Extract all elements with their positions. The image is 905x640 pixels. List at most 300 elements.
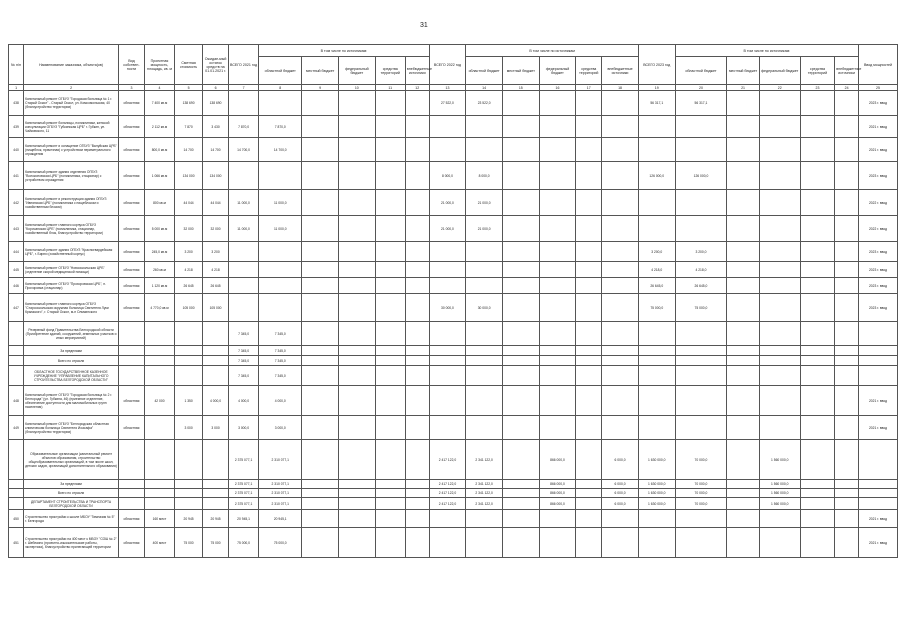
- table-cell: [727, 440, 759, 480]
- table-cell: 56 317,1: [675, 91, 727, 116]
- table-cell: [429, 262, 466, 278]
- table-cell: [576, 190, 602, 216]
- table-cell: [405, 510, 429, 528]
- object-name: Капитальный ремонт и реконструкция здания ОГБУЗ "Ивнянская ЦРБ" (поликлиника с пищеблоком и хозяйственным блоком): [24, 190, 119, 216]
- row-number: 447: [9, 294, 24, 322]
- table-cell: [203, 366, 229, 386]
- row-number: 449: [9, 416, 24, 440]
- table-cell: [800, 322, 835, 346]
- summary-label: За пределами: [24, 346, 119, 356]
- summary-row: [9, 356, 898, 366]
- table-cell: 2 341 122,0: [466, 498, 503, 510]
- table-cell: [576, 322, 602, 346]
- table-cell: [835, 416, 859, 440]
- header-federal-2022: федеральный бюджет: [539, 57, 576, 85]
- table-cell: [502, 190, 539, 216]
- summary-row: [9, 489, 898, 498]
- table-cell: [502, 416, 539, 440]
- header-local-2021: местный бюджет: [302, 57, 339, 85]
- table-cell: 1 350: [175, 386, 203, 416]
- table-cell: 8 000,0: [466, 162, 503, 190]
- table-cell: 4 218,0: [675, 262, 727, 278]
- table-cell: 14 700: [203, 138, 229, 162]
- table-cell: [602, 162, 639, 190]
- table-cell: [466, 346, 503, 356]
- table-cell: [727, 489, 759, 498]
- table-cell: [429, 356, 466, 366]
- table-cell: 160 мест: [144, 510, 174, 528]
- table-cell: [302, 510, 339, 528]
- table-cell: [638, 366, 675, 386]
- table-cell: 7 345,0: [228, 356, 258, 366]
- table-cell: [302, 91, 339, 116]
- table-cell: 1 560 000,0: [759, 498, 800, 510]
- table-cell: [675, 322, 727, 346]
- table-cell: [835, 356, 859, 366]
- table-cell: 75 000,0: [228, 528, 258, 558]
- table-cell: [539, 386, 576, 416]
- table-cell: [9, 480, 24, 489]
- table-cell: областная: [119, 242, 145, 262]
- table-cell: [859, 489, 898, 498]
- table-cell: 30 000,0: [466, 294, 503, 322]
- table-cell: [429, 386, 466, 416]
- table-cell: [259, 162, 302, 190]
- table-cell: [800, 489, 835, 498]
- section-row: [9, 366, 898, 386]
- table-cell: [302, 278, 339, 294]
- table-cell: 26 645: [203, 278, 229, 294]
- table-cell: [638, 322, 675, 346]
- table-cell: 7 870: [175, 116, 203, 138]
- table-cell: [539, 162, 576, 190]
- table-cell: [175, 366, 203, 386]
- table-cell: 70 000,0: [675, 498, 727, 510]
- table-cell: 32 000: [175, 216, 203, 242]
- table-cell: [466, 278, 503, 294]
- table-cell: [800, 510, 835, 528]
- table-cell: [835, 262, 859, 278]
- object-name: Капитальный ремонт ОГБУЗ "Городская больница № 1 г. Старый Оскол" - Старый Оскол, ул. Комсомольская, 40 (благоустройство территории): [24, 91, 119, 116]
- table-row: [9, 416, 898, 440]
- table-cell: [602, 356, 639, 366]
- table-cell: [338, 216, 375, 242]
- table-cell: [338, 480, 375, 489]
- table-cell: [502, 480, 539, 489]
- table-cell: 7 345,0: [228, 366, 258, 386]
- table-cell: [405, 416, 429, 440]
- table-cell: [835, 116, 859, 138]
- row-number: 440: [9, 138, 24, 162]
- table-cell: [302, 262, 339, 278]
- table-cell: 2021 г. ввод: [859, 116, 898, 138]
- column-number: 20: [675, 85, 727, 91]
- table-cell: [835, 346, 859, 356]
- table-cell: [144, 489, 174, 498]
- object-name: Строительство пристройки к школе МБОУ "Гимназия № 5" г. Белгорода: [24, 510, 119, 528]
- table-cell: [375, 162, 405, 190]
- table-cell: [338, 262, 375, 278]
- table-row: [9, 91, 898, 116]
- table-cell: областная: [119, 294, 145, 322]
- table-cell: 245,0 кв.м: [144, 242, 174, 262]
- table-cell: [800, 356, 835, 366]
- table-cell: 134 000: [175, 162, 203, 190]
- table-cell: [405, 498, 429, 510]
- row-number: 451: [9, 528, 24, 558]
- table-cell: 2021 г. ввод: [859, 416, 898, 440]
- table-cell: [759, 510, 800, 528]
- table-cell: [602, 262, 639, 278]
- table-cell: [228, 162, 258, 190]
- summary-label: Всего по отрасли: [24, 356, 119, 366]
- table-cell: 4 000,0: [203, 386, 229, 416]
- table-cell: [675, 510, 727, 528]
- table-cell: 42 000: [144, 386, 174, 416]
- table-cell: [727, 510, 759, 528]
- table-cell: [602, 294, 639, 322]
- table-cell: [602, 510, 639, 528]
- table-cell: 44 044: [203, 190, 229, 216]
- table-cell: 26 645,0: [675, 278, 727, 294]
- table-cell: [302, 216, 339, 242]
- header-total-2022: ВСЕГО 2022 год: [429, 45, 466, 85]
- table-cell: 126 000,0: [638, 162, 675, 190]
- header-num: № п/п: [9, 45, 24, 85]
- table-cell: [119, 440, 145, 480]
- table-cell: [338, 294, 375, 322]
- table-cell: [835, 278, 859, 294]
- table-cell: 2 417 122,0: [429, 498, 466, 510]
- table-row: [9, 386, 898, 416]
- table-cell: 866 000,0: [539, 440, 576, 480]
- table-cell: [835, 489, 859, 498]
- table-cell: 8 000,0: [429, 162, 466, 190]
- table-cell: 1 120 кв.м: [144, 278, 174, 294]
- object-name: Капитальный ремонт здания отделения ОГБУЗ "Волоконовская ЦРБ" (поликлиника, стационар) с устройством ограждения: [24, 162, 119, 190]
- column-number: 4: [144, 85, 174, 91]
- header-extra-2022: внебюджетные источники: [602, 57, 639, 85]
- table-cell: [576, 489, 602, 498]
- table-cell: областная: [119, 190, 145, 216]
- table-cell: [144, 322, 174, 346]
- table-cell: [302, 416, 339, 440]
- table-cell: [429, 116, 466, 138]
- table-cell: [800, 366, 835, 386]
- table-cell: [302, 138, 339, 162]
- table-cell: [800, 498, 835, 510]
- table-cell: 3 200: [175, 242, 203, 262]
- table-cell: [203, 322, 229, 346]
- table-cell: [175, 346, 203, 356]
- table-cell: 5 000 кв.м: [144, 216, 174, 242]
- table-cell: 70 000,0: [675, 489, 727, 498]
- table-cell: [175, 440, 203, 480]
- table-cell: [429, 138, 466, 162]
- table-cell: [405, 440, 429, 480]
- header-type: Вид собствен-ности: [119, 45, 145, 85]
- section-title: ОБЛАСТНОЕ ГОСУДАРСТВЕННОЕ КАЗЕННОЕ УЧРЕЖДЕНИЕ "УПРАВЛЕНИЕ КАПИТАЛЬНОГО СТРОИТЕЛЬСТВА БЕЛГОРОДСКОЙ ОБЛАСТИ": [24, 366, 119, 386]
- table-cell: [302, 242, 339, 262]
- table-cell: 2023 г. ввод: [859, 278, 898, 294]
- table-cell: [405, 480, 429, 489]
- header-federal-2023: федеральный бюджет: [759, 57, 800, 85]
- table-cell: [259, 278, 302, 294]
- table-cell: [539, 242, 576, 262]
- table-cell: [539, 91, 576, 116]
- table-cell: [835, 91, 859, 116]
- table-cell: [638, 346, 675, 356]
- table-cell: [203, 440, 229, 480]
- table-cell: [502, 498, 539, 510]
- object-name: Капитальный ремонт и оснащение ОГБУЗ "Валуйская ЦРБ" (пищеблок, прачечная) с устройством периметрального ограждения: [24, 138, 119, 162]
- table-cell: [302, 356, 339, 366]
- table-cell: [466, 262, 503, 278]
- table-cell: 3 430: [203, 116, 229, 138]
- table-cell: [638, 416, 675, 440]
- table-cell: [727, 278, 759, 294]
- table-cell: 126 000,0: [675, 162, 727, 190]
- table-cell: 3 000,0: [228, 416, 258, 440]
- table-cell: [539, 528, 576, 558]
- table-cell: [859, 322, 898, 346]
- table-cell: 3 200: [203, 242, 229, 262]
- table-cell: [602, 322, 639, 346]
- table-cell: [405, 162, 429, 190]
- table-cell: [759, 278, 800, 294]
- summary-row: [9, 346, 898, 356]
- column-number: 6: [203, 85, 229, 91]
- table-cell: [576, 138, 602, 162]
- table-cell: областная: [119, 138, 145, 162]
- table-cell: [859, 480, 898, 489]
- table-cell: [835, 366, 859, 386]
- table-cell: 27 522,0: [429, 91, 466, 116]
- table-cell: [759, 190, 800, 216]
- table-cell: [800, 294, 835, 322]
- table-cell: [466, 528, 503, 558]
- table-cell: [759, 416, 800, 440]
- table-cell: [302, 346, 339, 356]
- table-cell: [539, 356, 576, 366]
- table-cell: [302, 498, 339, 510]
- column-number: 17: [576, 85, 602, 91]
- table-cell: [800, 162, 835, 190]
- table-cell: 70 000,0: [675, 440, 727, 480]
- table-cell: [859, 346, 898, 356]
- row-number: 448: [9, 386, 24, 416]
- summary-label: Образовательные организации (капитальный ремонт объектов образования, строительство общеобразовательных организаций, в том числе школ, детских садов, организаций дополнительного образования): [24, 440, 119, 480]
- table-cell: 7 345,0: [259, 322, 302, 346]
- table-cell: 2023 г. ввод: [859, 91, 898, 116]
- table-cell: 1 560 000,0: [759, 480, 800, 489]
- table-cell: [800, 91, 835, 116]
- table-cell: [302, 440, 339, 480]
- table-cell: [466, 138, 503, 162]
- table-cell: [429, 278, 466, 294]
- table-cell: 2 417 122,0: [429, 489, 466, 498]
- table-cell: [338, 416, 375, 440]
- table-cell: 7 345,0: [259, 346, 302, 356]
- table-cell: [9, 498, 24, 510]
- column-number: 21: [727, 85, 759, 91]
- table-cell: [429, 366, 466, 386]
- table-cell: [800, 480, 835, 489]
- table-cell: [502, 116, 539, 138]
- table-cell: 21 000,0: [429, 216, 466, 242]
- table-cell: [576, 162, 602, 190]
- table-cell: [375, 278, 405, 294]
- table-cell: [638, 190, 675, 216]
- column-number: 3: [119, 85, 145, 91]
- header-federal-2021: федеральный бюджет: [338, 57, 375, 85]
- column-number: 25: [859, 85, 898, 91]
- table-cell: [539, 366, 576, 386]
- table-cell: [466, 416, 503, 440]
- table-cell: [859, 356, 898, 366]
- table-cell: [800, 138, 835, 162]
- table-cell: 21 000,0: [429, 190, 466, 216]
- header-local-2022: местный бюджет: [502, 57, 539, 85]
- table-cell: [203, 356, 229, 366]
- table-cell: [759, 294, 800, 322]
- column-number: 1: [9, 85, 24, 91]
- table-cell: [375, 356, 405, 366]
- table-cell: 2021 г. ввод: [859, 528, 898, 558]
- table-cell: [638, 116, 675, 138]
- summary-label: ДЕПАРТАМЕНТ СТРОИТЕЛЬСТВА И ТРАНСПОРТА БЕЛГОРОДСКОЙ ОБЛАСТИ: [24, 498, 119, 510]
- header-total-2021: ВСЕГО 2021 год: [228, 45, 258, 85]
- table-cell: 2022 г. ввод: [859, 216, 898, 242]
- header-oblast-2021: областной бюджет: [259, 57, 302, 85]
- table-cell: [405, 322, 429, 346]
- object-name: Капитальный ремонт больницы, поликлиники, женской консультации ОГБУЗ "Губкинская ЦРБ" г. Губкин, ул. Чайковского, 11: [24, 116, 119, 138]
- table-cell: [759, 162, 800, 190]
- table-cell: 7 345,0: [228, 322, 258, 346]
- table-cell: 7 870,0: [228, 116, 258, 138]
- table-cell: [119, 498, 145, 510]
- table-cell: 2023 г. ввод: [859, 242, 898, 262]
- table-cell: 26 645: [175, 278, 203, 294]
- table-cell: [602, 528, 639, 558]
- table-cell: [800, 346, 835, 356]
- object-name: Капитальный ремонт ОГБУЗ "Новооскольская ЦРБ" (отделение скорой медицинской помощи): [24, 262, 119, 278]
- table-cell: [759, 216, 800, 242]
- table-cell: [502, 440, 539, 480]
- column-number: 8: [259, 85, 302, 91]
- table-cell: 2023 г. ввод: [859, 262, 898, 278]
- table-cell: [859, 498, 898, 510]
- column-number: 9: [302, 85, 339, 91]
- table-cell: 3 200,0: [638, 242, 675, 262]
- table-cell: [727, 116, 759, 138]
- table-cell: 1 560 000,0: [759, 440, 800, 480]
- table-cell: 3 000: [203, 416, 229, 440]
- table-cell: [835, 162, 859, 190]
- table-cell: [576, 116, 602, 138]
- column-number: 18: [602, 85, 639, 91]
- table-cell: 56 317,1: [638, 91, 675, 116]
- table-cell: [727, 216, 759, 242]
- table-cell: [502, 528, 539, 558]
- object-name: Капитальный ремонт ОГБУЗ "Прохоровская ЦРБ", п. Прохоровка (стационар): [24, 278, 119, 294]
- table-cell: [502, 91, 539, 116]
- table-cell: 6 000,0: [602, 498, 639, 510]
- table-cell: [338, 322, 375, 346]
- table-cell: [835, 386, 859, 416]
- table-cell: 30 000,0: [429, 294, 466, 322]
- table-cell: 2021 г. ввод: [859, 510, 898, 528]
- summary-row: [9, 322, 898, 346]
- table-cell: [759, 528, 800, 558]
- header-territory-2023: средства территорий: [800, 57, 835, 85]
- table-cell: [675, 356, 727, 366]
- table-cell: 138 690: [203, 91, 229, 116]
- column-number: 11: [375, 85, 405, 91]
- table-cell: [800, 386, 835, 416]
- table-cell: 400 мест: [144, 528, 174, 558]
- table-cell: 20 945: [203, 510, 229, 528]
- table-cell: [602, 91, 639, 116]
- table-cell: [576, 346, 602, 356]
- table-cell: [502, 278, 539, 294]
- table-cell: 3 200,0: [675, 242, 727, 262]
- row-number: 444: [9, 242, 24, 262]
- table-cell: 2 341 122,0: [466, 489, 503, 498]
- table-cell: [675, 216, 727, 242]
- table-cell: 2021 г. ввод: [859, 138, 898, 162]
- table-cell: 6 000,0: [602, 480, 639, 489]
- table-cell: [727, 480, 759, 489]
- table-row: [9, 294, 898, 322]
- table-cell: областная: [119, 510, 145, 528]
- table-row: [9, 116, 898, 138]
- table-cell: [800, 528, 835, 558]
- table-cell: [175, 498, 203, 510]
- table-cell: [119, 346, 145, 356]
- table-cell: [405, 346, 429, 356]
- table-cell: [338, 528, 375, 558]
- table-cell: [539, 262, 576, 278]
- table-cell: [405, 528, 429, 558]
- table-cell: [119, 489, 145, 498]
- table-cell: [675, 190, 727, 216]
- table-cell: [338, 190, 375, 216]
- table-cell: 4 770,0 кв.м: [144, 294, 174, 322]
- table-cell: 105 000: [203, 294, 229, 322]
- table-cell: 20 945,1: [228, 510, 258, 528]
- table-cell: [466, 386, 503, 416]
- table-cell: 2 310 077,1: [259, 489, 302, 498]
- table-cell: [638, 528, 675, 558]
- table-cell: [228, 242, 258, 262]
- row-number: 439: [9, 116, 24, 138]
- table-cell: [302, 116, 339, 138]
- table-cell: областная: [119, 162, 145, 190]
- table-cell: 2 375 077,1: [228, 440, 258, 480]
- table-cell: 1 630 000,0: [638, 440, 675, 480]
- table-cell: [375, 528, 405, 558]
- table-cell: [602, 386, 639, 416]
- table-cell: [203, 346, 229, 356]
- column-number: 15: [502, 85, 539, 91]
- table-cell: [9, 322, 24, 346]
- table-cell: [835, 440, 859, 480]
- table-cell: [800, 416, 835, 440]
- table-cell: 32 000: [203, 216, 229, 242]
- table-cell: [602, 138, 639, 162]
- table-cell: [405, 278, 429, 294]
